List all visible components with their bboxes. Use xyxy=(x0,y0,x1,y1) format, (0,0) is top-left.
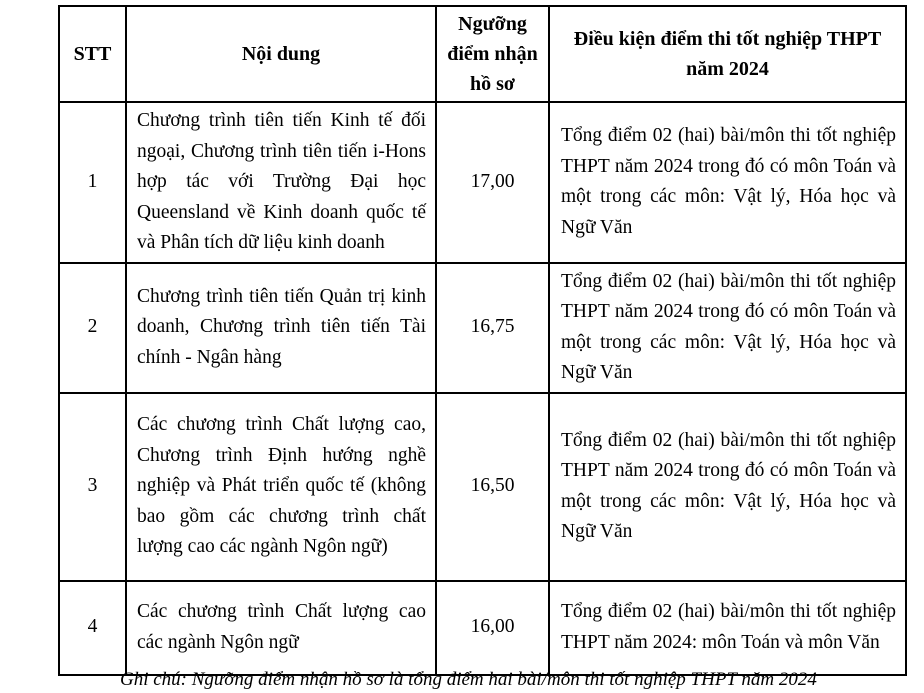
footnote-cutoff-text: Ghi chú: Ngưỡng điểm nhận hồ sơ là tổng điểm hai bài/môn thi tốt nghiệp THPT năm 2024 xyxy=(120,669,817,690)
threshold-score: 16,00 xyxy=(436,581,549,675)
program-description: Chương trình tiên tiến Quản trị kinh doanh, Chương trình tiên tiến Tài chính - Ngân hàng xyxy=(126,263,436,393)
threshold-score: 16,75 xyxy=(436,263,549,393)
exam-condition: Tổng điểm 02 (hai) bài/môn thi tốt nghiệp THPT năm 2024 trong đó có môn Toán và một trong các môn: Vật lý, Hóa học và Ngữ Văn xyxy=(549,393,906,581)
exam-condition: Tổng điểm 02 (hai) bài/môn thi tốt nghiệp THPT năm 2024 trong đó có môn Toán và một trong các môn: Vật lý, Hóa học và Ngữ Văn xyxy=(549,102,906,263)
header-cell-condition: Điều kiện điểm thi tốt nghiệp THPT năm 2024 xyxy=(549,6,906,102)
program-description: Các chương trình Chất lượng cao, Chương trình Định hướng nghề nghiệp và Phát triển quốc tế (không bao gồm các chương trình chất lượng cao các ngành Ngôn ngữ) xyxy=(126,393,436,581)
table-row xyxy=(59,581,906,675)
program-description: Các chương trình Chất lượng cao các ngành Ngôn ngữ xyxy=(126,581,436,675)
exam-condition: Tổng điểm 02 (hai) bài/môn thi tốt nghiệp THPT năm 2024: môn Toán và môn Văn xyxy=(549,581,906,675)
header-cell-stt: STT xyxy=(59,6,126,102)
threshold-score: 16,50 xyxy=(436,393,549,581)
threshold-score: 17,00 xyxy=(436,102,549,263)
row-number: 2 xyxy=(59,263,126,393)
table-row xyxy=(59,102,906,263)
row-number: 1 xyxy=(59,102,126,263)
admission-threshold-table xyxy=(58,5,907,676)
table-row xyxy=(59,263,906,393)
header-cell-score: Ngưỡng điểm nhận hồ sơ xyxy=(436,6,549,102)
table-header-row xyxy=(59,6,906,102)
table-row xyxy=(59,393,906,581)
row-number: 4 xyxy=(59,581,126,675)
program-description: Chương trình tiên tiến Kinh tế đối ngoại, Chương trình tiên tiến i-Hons hợp tác với Trường Đại học Queensland về Kinh doanh quốc tế và Phân tích dữ liệu kinh doanh xyxy=(126,102,436,263)
row-number: 3 xyxy=(59,393,126,581)
header-cell-content: Nội dung xyxy=(126,6,436,102)
exam-condition: Tổng điểm 02 (hai) bài/môn thi tốt nghiệp THPT năm 2024 trong đó có môn Toán và một trong các môn: Vật lý, Hóa học và Ngữ Văn xyxy=(549,263,906,393)
